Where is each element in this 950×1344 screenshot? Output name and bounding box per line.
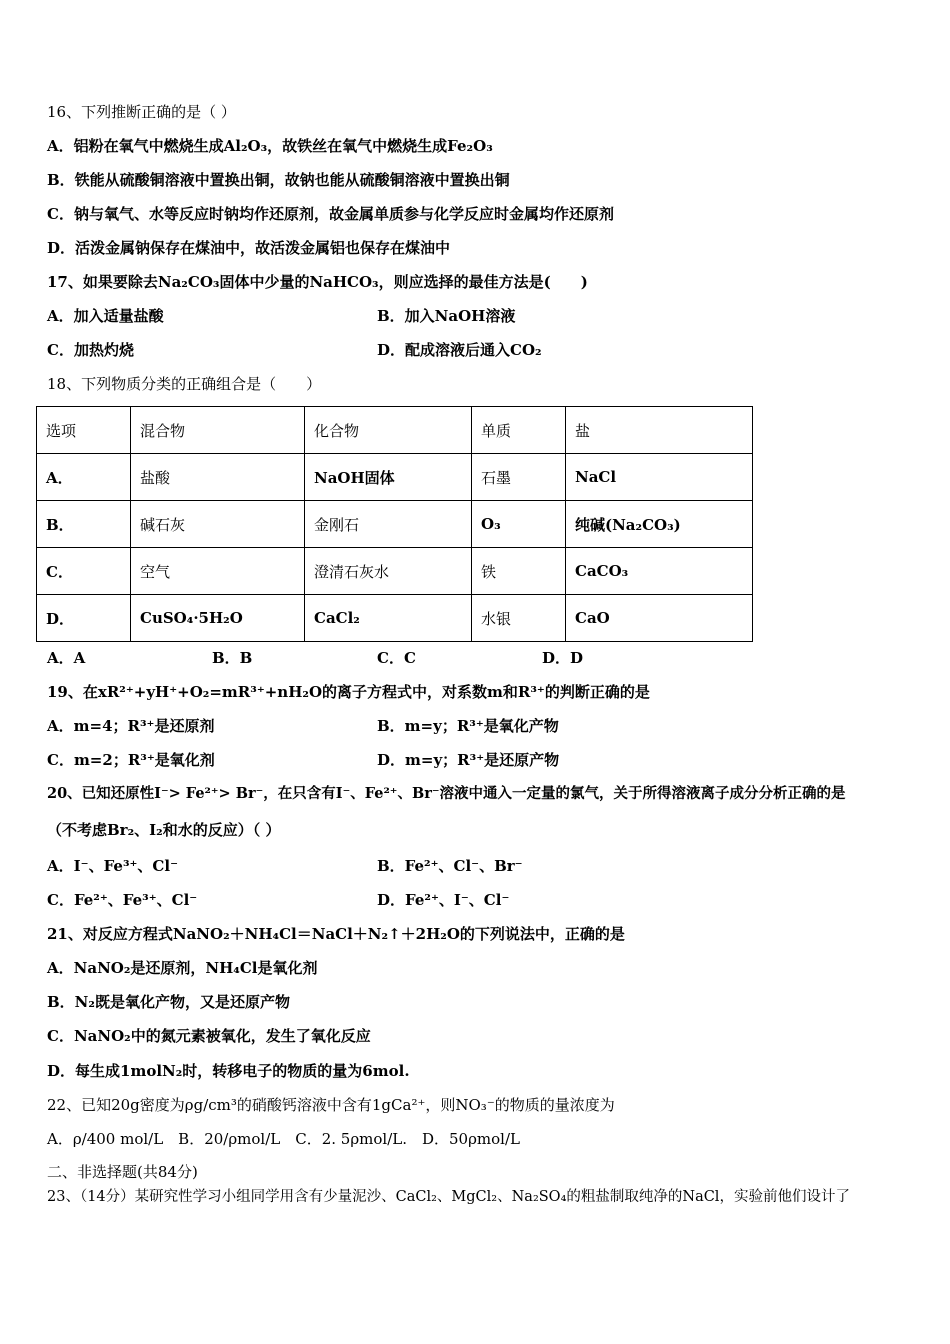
table-cell: NaOH固体 [305,454,472,501]
q21-option-c: C．NaNO₂中的氮元素被氧化，发生了氧化反应 [47,1027,371,1045]
q17-option-b: B．加入NaOH溶液 [377,307,516,325]
table-header: 盐 [566,407,753,454]
q17-option-c: C．加热灼烧 [47,341,134,359]
q23-stem: 23、（14分）某研究性学习小组同学用含有少量泥沙、CaCl₂、MgCl₂、Na₂SO₄的粗盐制取纯净的NaCl，实验前他们设计了 [47,1189,850,1205]
q21-option-b: B．N₂既是氧化产物，又是还原产物 [47,993,290,1011]
table-cell: NaCl [566,454,753,501]
table-cell: O₃ [472,501,566,548]
q20-stem: 20、已知还原性I⁻> Fe²⁺> Br⁻，在只含有I⁻、Fe²⁺、Br⁻溶液中通入一定量的氯气，关于所得溶液离子成分分析正确的是 [47,785,846,802]
table-cell: B． [37,501,131,548]
table-cell: 石墨 [472,454,566,501]
q20-option-c: C．Fe²⁺、Fe³⁺、Cl⁻ [47,891,198,909]
table-cell: 金刚石 [305,501,472,548]
q17-option-d: D．配成溶液后通入CO₂ [377,341,542,359]
table-cell: CaO [566,595,753,642]
table-cell: CaCl₂ [305,595,472,642]
table-cell: D． [37,595,131,642]
table-header: 混合物 [131,407,305,454]
q22-stem: 22、已知20g密度为ρg/cm³的硝酸钙溶液中含有1gCa²⁺，则NO₃⁻的物质的量浓度为 [47,1096,615,1114]
table-cell: 盐酸 [131,454,305,501]
q17-stem: 17、如果要除去Na₂CO₃固体中少量的NaHCO₃，则应选择的最佳方法是( ) [47,273,588,291]
table-cell: 纯碱(Na₂CO₃) [566,501,753,548]
q20-option-d: D．Fe²⁺、I⁻、Cl⁻ [377,891,510,909]
q16-option-b: B．铁能从硫酸铜溶液中置换出铜，故钠也能从硫酸铜溶液中置换出铜 [47,171,510,189]
table-row [37,501,753,548]
table-header: 单质 [472,407,566,454]
q18-option-c: C．C [377,649,416,667]
q18-stem: 18、下列物质分类的正确组合是（ ） [47,375,322,393]
q21-stem: 21、对反应方程式NaNO₂＋NH₄Cl＝NaCl＋N₂↑＋2H₂O的下列说法中，正确的是 [47,925,625,943]
q19-option-b: B．m=y；R³⁺是氧化产物 [377,717,559,735]
q16-option-a: A．铝粉在氧气中燃烧生成Al₂O₃，故铁丝在氧气中燃烧生成Fe₂O₃ [47,137,493,155]
table-row [37,454,753,501]
q22-options: A．ρ/400 mol/L B．20/ρmol/L C．2. 5ρmol/L. D．50ρmol/L [47,1130,520,1148]
table-cell: A． [37,454,131,501]
q19-option-d: D．m=y；R³⁺是还原产物 [377,751,560,769]
q20-stem-continued: （不考虑Br₂、I₂和水的反应）（ ） [47,821,281,839]
table-cell: 铁 [472,548,566,595]
q16-option-c: C．钠与氧气、水等反应时钠均作还原剂，故金属单质参与化学反应时金属均作还原剂 [47,205,614,223]
table-cell: 澄清石灰水 [305,548,472,595]
q19-stem: 19、在xR²⁺+yH⁺+O₂=mR³⁺+nH₂O的离子方程式中，对系数m和R³⁺的判断正确的是 [47,683,650,701]
q19-option-c: C．m=2；R³⁺是氧化剂 [47,751,215,769]
q20-option-b: B．Fe²⁺、Cl⁻、Br⁻ [377,857,523,875]
table-cell: CuSO₄·5H₂O [131,595,305,642]
q18-option-a: A．A [47,649,86,667]
q17-option-a: A．加入适量盐酸 [47,307,164,325]
q18-classification-table [36,406,753,642]
q18-option-d: D．D [542,649,584,667]
table-header: 化合物 [305,407,472,454]
table-cell: CaCO₃ [566,548,753,595]
table-row [37,595,753,642]
q16-option-d: D．活泼金属钠保存在煤油中，故活泼金属铝也保存在煤油中 [47,239,451,257]
table-row [37,548,753,595]
q19-option-a: A．m=4；R³⁺是还原剂 [47,717,215,735]
q21-option-a: A．NaNO₂是还原剂，NH₄Cl是氧化剂 [47,959,318,977]
q16-stem: 16、下列推断正确的是（ ） [47,103,236,121]
table-cell: 空气 [131,548,305,595]
table-header: 选项 [37,407,131,454]
table-header-row [37,407,753,454]
table-cell: 水银 [472,595,566,642]
q21-option-d: D．每生成1molN₂时，转移电子的物质的量为6mol. [47,1062,410,1080]
section-heading: 二、非选择题(共84分) [47,1163,198,1181]
q20-option-a: A．I⁻、Fe³⁺、Cl⁻ [47,857,178,875]
table-cell: C． [37,548,131,595]
q18-option-b: B．B [212,649,253,667]
table-cell: 碱石灰 [131,501,305,548]
